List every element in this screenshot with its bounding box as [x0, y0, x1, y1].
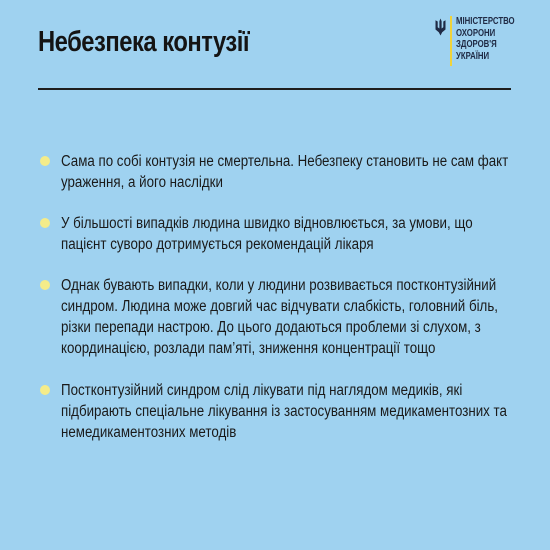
ministry-logo	[435, 16, 515, 68]
list-item	[38, 213, 518, 255]
title-divider	[38, 88, 511, 90]
ministry-name-line: МІНІСТЕРСТВО	[456, 16, 515, 27]
list-item-text: Однак бувають випадки, коли у людини розвивається постконтузійний синдром. Людина може довгий час відчувати слабкість, головний біль, різки перепади настрою. До цього додаються проблеми зі слухом, з координацією, розлади пам’яті, зниження концентрації тощо	[61, 277, 498, 357]
list-item-text: У більшості випадків людина швидко відновлюється, за умови, що пацієнт суворо дотримується рекомендацій лікаря	[61, 215, 473, 253]
logo-divider-line	[450, 16, 452, 66]
bullet-dot	[40, 280, 50, 290]
bullet-dot	[40, 385, 50, 395]
list-item	[38, 380, 518, 443]
trident-icon	[435, 18, 446, 36]
bullet-list	[38, 151, 518, 443]
ministry-name	[456, 16, 515, 62]
ministry-name-line: ОХОРОНИ	[456, 27, 496, 39]
bullet-dot	[40, 218, 50, 228]
page-title: Небезпека контузії	[38, 26, 250, 58]
list-item	[38, 151, 518, 193]
bullet-dot	[40, 156, 50, 166]
ministry-name-line: УКРАЇНИ	[456, 50, 490, 62]
ministry-name-line: ЗДОРОВ'Я	[456, 39, 497, 50]
list-item-text: Постконтузійний синдром слід лікувати під наглядом медиків, які підбирають спеціальне лікування із застосуванням медикаментозних та немедикаментозних методів	[61, 382, 507, 441]
list-item	[38, 275, 518, 359]
list-item-text: Сама по собі контузія не смертельна. Небезпеку становить не сам факт ураження, а його наслідки	[61, 153, 509, 191]
